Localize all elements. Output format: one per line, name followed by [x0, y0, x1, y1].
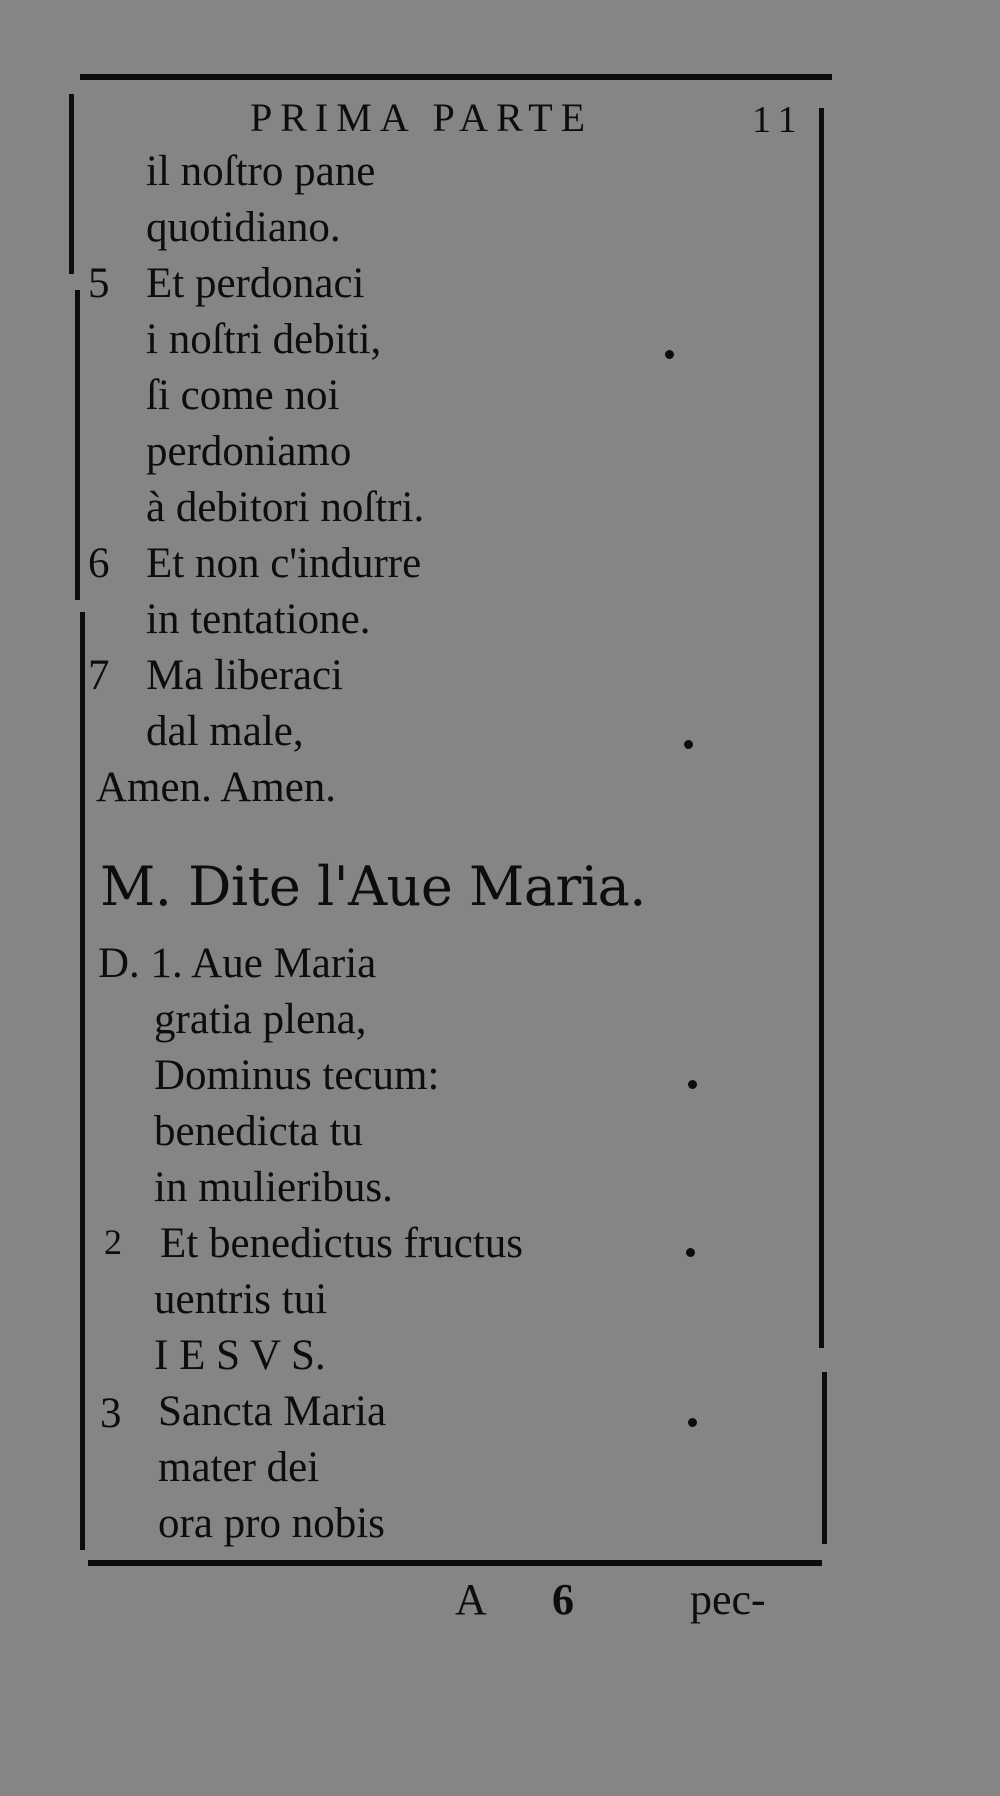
right-rule [822, 1372, 827, 1544]
text-line: Amen. Amen. [96, 764, 337, 811]
running-title: PRIMA PARTE [250, 95, 594, 140]
text-line: Et benedictus fructus [160, 1220, 524, 1267]
margin-dot [686, 1248, 695, 1257]
signature-mark: A [455, 1575, 487, 1624]
section-heading: M. Dite l'Aue Maria. [100, 855, 646, 918]
text-line: gratia plena, [154, 996, 367, 1043]
text-line: il noſtro pane [146, 148, 376, 195]
text-line: uentris tui [154, 1276, 328, 1323]
text-line: Ma liberaci [146, 652, 343, 699]
margin-dot [688, 1080, 697, 1089]
verse-number: 2 [104, 1222, 122, 1262]
text-line: Dominus tecum: [154, 1052, 440, 1099]
text-line: perdoniamo [146, 428, 352, 475]
margin-dot [688, 1418, 697, 1427]
text-line: D. 1. Aue Maria [98, 940, 377, 987]
text-line: mater dei [158, 1444, 320, 1491]
text-line: ora pro nobis [158, 1500, 385, 1547]
margin-dot [665, 350, 674, 359]
verse-number: 3 [100, 1390, 122, 1437]
verse-number: 5 [88, 260, 110, 307]
text-line: in tentatione. [146, 596, 371, 643]
text-line: Et non c'indurre [146, 540, 422, 587]
left-rule [80, 612, 85, 1550]
text-line: à debitori noſtri. [146, 484, 425, 531]
text-line: in mulieribus. [154, 1164, 393, 1211]
bottom-rule [88, 1560, 822, 1566]
signature-number: 6 [552, 1575, 574, 1624]
left-rule [69, 94, 74, 274]
verse-number: 7 [88, 652, 110, 699]
text-line: dal male, [146, 708, 304, 755]
catchword: pec- [690, 1575, 766, 1624]
page-number: 11 [752, 99, 805, 141]
top-rule [80, 74, 832, 80]
verse-number: 6 [88, 540, 110, 587]
left-rule [75, 290, 80, 600]
text-line: quotidiano. [146, 204, 341, 251]
right-rule [819, 108, 824, 1348]
text-line: Sancta Maria [158, 1388, 387, 1435]
text-line: i noſtri debiti, [146, 316, 382, 363]
text-line: benedicta tu [154, 1108, 363, 1155]
text-line: ſi come noi [146, 372, 340, 419]
text-line: Et perdonaci [146, 260, 365, 307]
text-line: I E S V S. [154, 1332, 326, 1379]
margin-dot [684, 740, 693, 749]
